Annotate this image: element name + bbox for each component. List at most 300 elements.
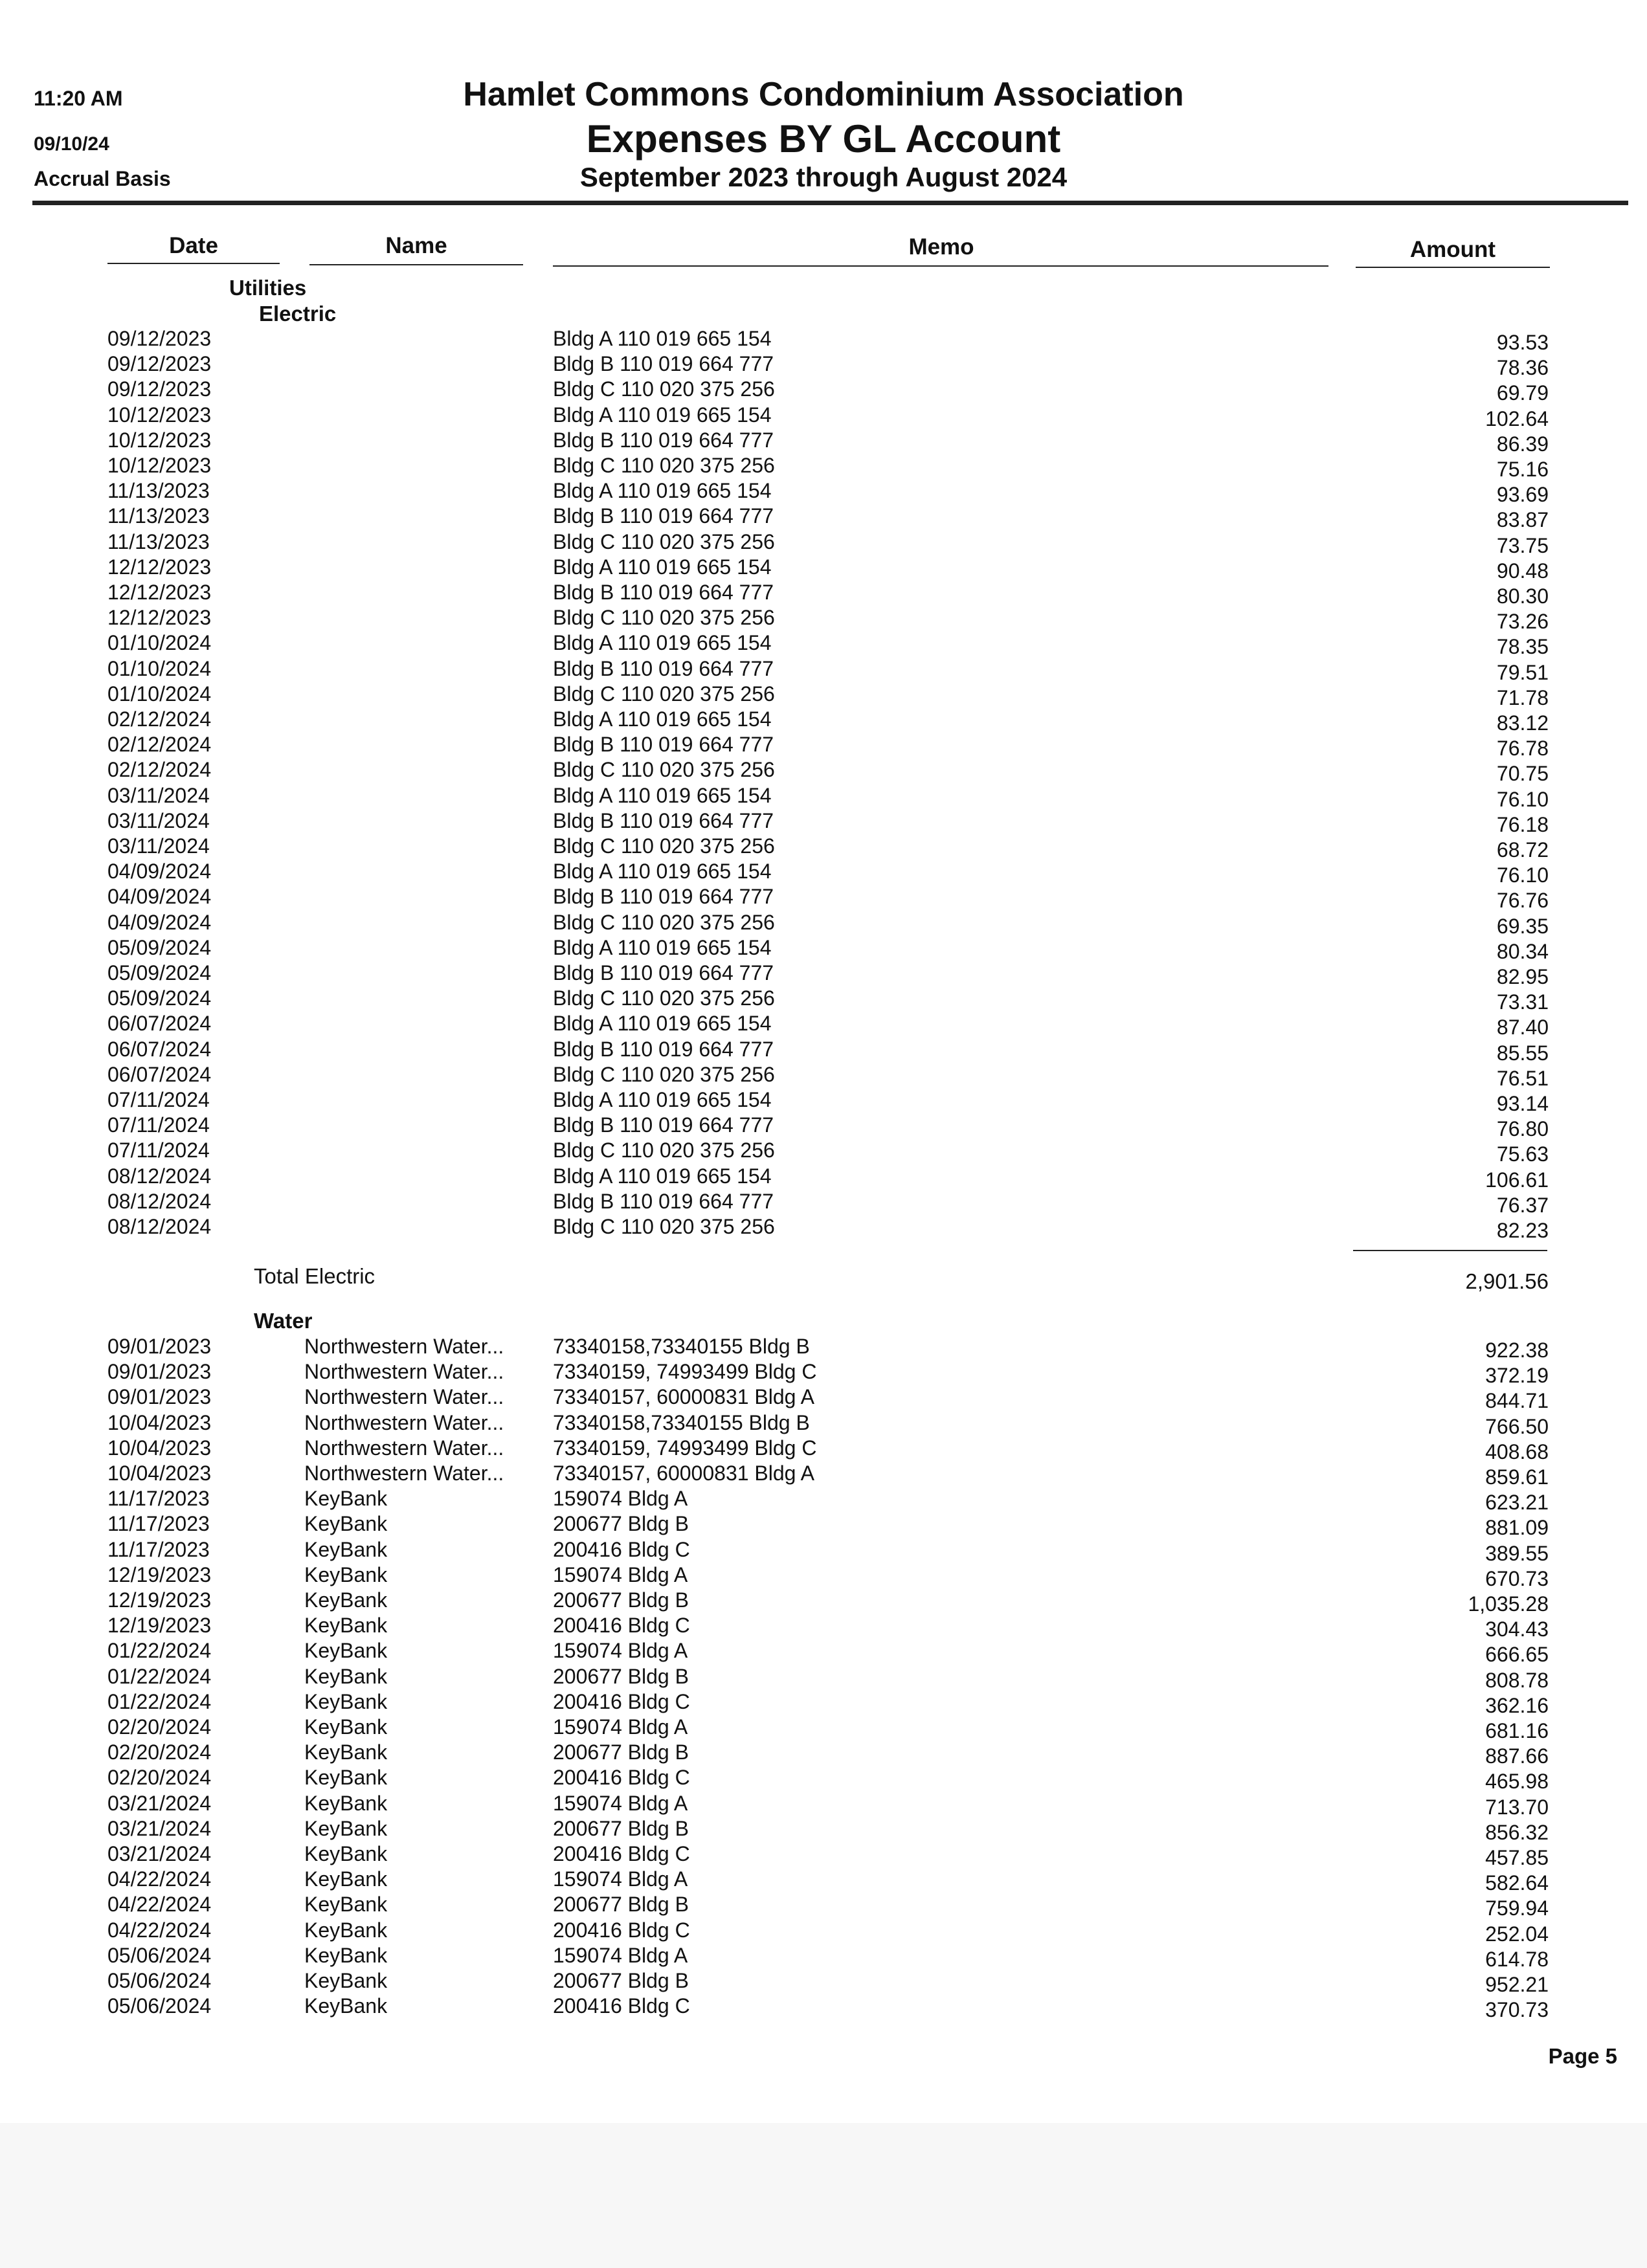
row-name: KeyBank bbox=[304, 1487, 388, 1511]
table-row bbox=[0, 555, 1647, 581]
row-amount: 102.64 bbox=[1485, 406, 1549, 430]
row-amount: 76.10 bbox=[1496, 787, 1549, 811]
table-row bbox=[0, 1665, 1647, 1690]
table-row bbox=[0, 911, 1647, 936]
table-row bbox=[0, 606, 1647, 634]
row-amount: 82.95 bbox=[1496, 965, 1549, 988]
row-name: Northwestern Water... bbox=[304, 1335, 504, 1358]
row-memo: Bldg B 110 019 664 777 bbox=[553, 733, 774, 757]
row-amount: 372.19 bbox=[1485, 1364, 1549, 1388]
row-date: 07/11/2024 bbox=[107, 1113, 210, 1137]
row-name: KeyBank bbox=[304, 1639, 388, 1663]
row-memo: Bldg C 110 020 375 256 bbox=[553, 1062, 775, 1086]
row-date: 11/13/2023 bbox=[107, 504, 210, 528]
row-date: 09/12/2023 bbox=[107, 352, 212, 376]
row-amount: 69.79 bbox=[1496, 381, 1549, 405]
row-amount: 76.80 bbox=[1496, 1117, 1549, 1141]
row-name: Northwestern Water... bbox=[304, 1385, 504, 1409]
row-date: 12/12/2023 bbox=[107, 581, 212, 604]
row-memo: Bldg C 110 020 375 256 bbox=[553, 454, 775, 477]
row-memo: 159074 Bldg A bbox=[553, 1867, 688, 1891]
row-memo: 200416 Bldg C bbox=[553, 1994, 690, 2018]
row-memo: Bldg A 110 019 665 154 bbox=[553, 479, 772, 503]
row-memo: Bldg B 110 019 664 777 bbox=[553, 504, 774, 528]
row-amount: 82.23 bbox=[1496, 1219, 1549, 1242]
row-name: KeyBank bbox=[304, 1588, 388, 1612]
row-memo: 200677 Bldg B bbox=[553, 1588, 689, 1612]
row-date: 09/12/2023 bbox=[107, 377, 212, 401]
col-date-underline bbox=[107, 263, 280, 264]
table-row bbox=[0, 784, 1647, 809]
row-date: 02/20/2024 bbox=[107, 1715, 212, 1739]
row-date: 11/17/2023 bbox=[107, 1487, 210, 1511]
row-amount: 73.31 bbox=[1496, 990, 1549, 1014]
row-name: KeyBank bbox=[304, 1969, 388, 1992]
row-amount: 252.04 bbox=[1485, 1922, 1549, 1946]
report-period: September 2023 through August 2024 bbox=[579, 162, 1068, 192]
row-date: 12/19/2023 bbox=[107, 1614, 212, 1638]
table-row bbox=[0, 961, 1647, 986]
table-row bbox=[0, 1817, 1647, 1842]
row-date: 07/11/2024 bbox=[107, 1088, 210, 1111]
row-amount: 68.72 bbox=[1496, 838, 1549, 862]
row-date: 04/22/2024 bbox=[107, 1893, 212, 1917]
table-row bbox=[0, 1436, 1647, 1462]
row-memo: 159074 Bldg A bbox=[553, 1943, 688, 1967]
row-memo: Bldg B 110 019 664 777 bbox=[553, 808, 774, 832]
row-memo: Bldg C 110 020 375 256 bbox=[553, 682, 775, 706]
col-amount-header: Amount bbox=[1409, 237, 1496, 262]
col-amount-underline bbox=[1356, 267, 1550, 268]
row-amount: 83.12 bbox=[1496, 711, 1549, 735]
row-name: KeyBank bbox=[304, 1562, 388, 1586]
row-memo: 159074 Bldg A bbox=[553, 1562, 688, 1586]
row-memo: Bldg C 110 020 375 256 bbox=[553, 1215, 775, 1238]
row-memo: Bldg B 110 019 664 777 bbox=[553, 1113, 774, 1137]
table-row bbox=[0, 657, 1647, 682]
row-date: 05/09/2024 bbox=[107, 961, 212, 984]
table-row bbox=[0, 860, 1647, 885]
row-date: 09/01/2023 bbox=[107, 1335, 212, 1358]
row-date: 05/06/2024 bbox=[107, 1969, 212, 1992]
row-memo: 73340158,73340155 Bldg B bbox=[553, 1335, 810, 1358]
row-name: KeyBank bbox=[304, 1614, 388, 1638]
row-amount: 78.36 bbox=[1496, 356, 1549, 380]
row-amount: 759.94 bbox=[1485, 1896, 1549, 1920]
table-row bbox=[0, 1614, 1647, 1639]
row-date: 04/09/2024 bbox=[107, 885, 212, 909]
row-memo: Bldg C 110 020 375 256 bbox=[553, 606, 775, 630]
row-memo: 200677 Bldg B bbox=[553, 1816, 689, 1840]
row-amount: 859.61 bbox=[1485, 1465, 1549, 1489]
table-row bbox=[0, 428, 1647, 454]
row-date: 05/09/2024 bbox=[107, 935, 212, 959]
row-date: 10/12/2023 bbox=[107, 454, 212, 477]
row-amount: 80.30 bbox=[1496, 584, 1549, 608]
table-row bbox=[0, 1690, 1647, 1715]
table-row bbox=[0, 758, 1647, 786]
table-row bbox=[0, 1588, 1647, 1614]
table-row bbox=[0, 352, 1647, 380]
table-row bbox=[0, 403, 1647, 428]
row-name: KeyBank bbox=[304, 1918, 388, 1942]
section-electric: Electric bbox=[259, 302, 337, 326]
table-row bbox=[0, 1190, 1647, 1215]
row-name: KeyBank bbox=[304, 1842, 388, 1865]
table-row bbox=[0, 327, 1647, 352]
row-amount: 76.18 bbox=[1496, 812, 1549, 836]
row-amount: 408.68 bbox=[1485, 1440, 1549, 1463]
report-time: 11:20 AM bbox=[34, 87, 123, 110]
table-row bbox=[0, 1944, 1647, 1969]
row-memo: 73340157, 60000831 Bldg A bbox=[553, 1385, 814, 1409]
row-memo: Bldg C 110 020 375 256 bbox=[553, 529, 775, 553]
row-name: Northwestern Water... bbox=[304, 1410, 504, 1434]
row-memo: 200416 Bldg C bbox=[553, 1766, 690, 1790]
row-memo: Bldg B 110 019 664 777 bbox=[553, 581, 774, 604]
row-amount: 465.98 bbox=[1485, 1770, 1549, 1794]
table-row bbox=[0, 707, 1647, 733]
row-date: 03/21/2024 bbox=[107, 1842, 212, 1865]
row-amount: 370.73 bbox=[1485, 1998, 1549, 2022]
row-date: 02/12/2024 bbox=[107, 733, 212, 757]
table-row bbox=[0, 1063, 1647, 1088]
row-amount: 79.51 bbox=[1496, 660, 1549, 684]
table-row bbox=[0, 1867, 1647, 1893]
total-electric-amount: 2,901.56 bbox=[1465, 1269, 1549, 1293]
table-row bbox=[0, 454, 1647, 479]
row-name: Northwestern Water... bbox=[304, 1462, 504, 1485]
row-name: KeyBank bbox=[304, 1791, 388, 1815]
table-row bbox=[0, 733, 1647, 761]
table-row bbox=[0, 504, 1647, 532]
row-memo: Bldg A 110 019 665 154 bbox=[553, 327, 772, 350]
row-memo: 73340158,73340155 Bldg B bbox=[553, 1410, 810, 1434]
table-row bbox=[0, 986, 1647, 1012]
row-date: 03/21/2024 bbox=[107, 1816, 212, 1840]
row-amount: 681.16 bbox=[1485, 1719, 1549, 1742]
row-name: KeyBank bbox=[304, 1689, 388, 1713]
row-memo: Bldg C 110 020 375 256 bbox=[553, 758, 775, 782]
total-electric-label: Total Electric bbox=[254, 1264, 375, 1288]
table-row bbox=[0, 1512, 1647, 1540]
table-row bbox=[0, 1563, 1647, 1588]
row-memo: 73340159, 74993499 Bldg C bbox=[553, 1360, 817, 1384]
row-memo: 200677 Bldg B bbox=[553, 1893, 689, 1917]
row-date: 02/20/2024 bbox=[107, 1740, 212, 1764]
row-date: 04/22/2024 bbox=[107, 1867, 212, 1891]
row-name: KeyBank bbox=[304, 1867, 388, 1891]
row-amount: 69.35 bbox=[1496, 914, 1549, 938]
table-row bbox=[0, 1038, 1647, 1063]
row-memo: Bldg A 110 019 665 154 bbox=[553, 1012, 772, 1036]
header-rule bbox=[32, 201, 1628, 205]
row-amount: 666.65 bbox=[1485, 1643, 1549, 1667]
row-date: 12/19/2023 bbox=[107, 1588, 212, 1612]
report-basis: Accrual Basis bbox=[34, 167, 171, 190]
report-date: 09/10/24 bbox=[34, 133, 109, 155]
row-date: 09/01/2023 bbox=[107, 1360, 212, 1384]
table-row bbox=[0, 1139, 1647, 1164]
row-date: 09/01/2023 bbox=[107, 1385, 212, 1409]
page-bottom-margin bbox=[0, 2123, 1647, 2268]
row-memo: Bldg A 110 019 665 154 bbox=[553, 631, 772, 655]
row-date: 06/07/2024 bbox=[107, 1037, 212, 1061]
row-memo: 200416 Bldg C bbox=[553, 1689, 690, 1713]
row-amount: 90.48 bbox=[1496, 559, 1549, 583]
table-row bbox=[0, 1715, 1647, 1740]
row-name: KeyBank bbox=[304, 1994, 388, 2018]
row-memo: 200416 Bldg C bbox=[553, 1614, 690, 1638]
row-amount: 76.76 bbox=[1496, 889, 1549, 913]
row-amount: 73.26 bbox=[1496, 610, 1549, 634]
row-date: 12/12/2023 bbox=[107, 606, 212, 630]
row-date: 03/11/2024 bbox=[107, 834, 210, 858]
table-row bbox=[0, 1215, 1647, 1240]
row-memo: Bldg B 110 019 664 777 bbox=[553, 885, 774, 909]
row-memo: Bldg B 110 019 664 777 bbox=[553, 352, 774, 376]
row-date: 04/22/2024 bbox=[107, 1918, 212, 1942]
row-date: 10/04/2023 bbox=[107, 1462, 212, 1485]
table-row bbox=[0, 1538, 1647, 1563]
row-amount: 1,035.28 bbox=[1468, 1592, 1549, 1616]
row-memo: 200677 Bldg B bbox=[553, 1969, 689, 1992]
row-amount: 389.55 bbox=[1485, 1541, 1549, 1565]
row-name: KeyBank bbox=[304, 1740, 388, 1764]
row-amount: 86.39 bbox=[1496, 432, 1549, 456]
row-date: 11/17/2023 bbox=[107, 1512, 210, 1536]
row-memo: 200416 Bldg C bbox=[553, 1918, 690, 1942]
org-name: Hamlet Commons Condominium Association bbox=[463, 76, 1184, 113]
row-memo: 200677 Bldg B bbox=[553, 1664, 689, 1688]
row-date: 06/07/2024 bbox=[107, 1012, 212, 1036]
row-date: 08/12/2024 bbox=[107, 1164, 212, 1188]
row-amount: 304.43 bbox=[1485, 1618, 1549, 1641]
row-name: KeyBank bbox=[304, 1766, 388, 1790]
row-memo: Bldg A 110 019 665 154 bbox=[553, 403, 772, 427]
row-amount: 887.66 bbox=[1485, 1744, 1549, 1768]
col-name-header: Name bbox=[385, 233, 447, 258]
table-row bbox=[0, 631, 1647, 659]
table-row bbox=[0, 1766, 1647, 1794]
row-amount: 582.64 bbox=[1485, 1871, 1549, 1895]
row-amount: 713.70 bbox=[1485, 1795, 1549, 1819]
row-memo: 200416 Bldg C bbox=[553, 1537, 690, 1561]
row-memo: 200416 Bldg C bbox=[553, 1842, 690, 1865]
row-amount: 952.21 bbox=[1485, 1973, 1549, 1996]
total-electric-rule bbox=[1353, 1250, 1547, 1251]
row-amount: 78.35 bbox=[1496, 635, 1549, 659]
row-date: 01/22/2024 bbox=[107, 1639, 212, 1663]
table-row bbox=[0, 1893, 1647, 1918]
table-row bbox=[0, 1994, 1647, 2022]
row-date: 10/04/2023 bbox=[107, 1410, 212, 1434]
row-date: 02/12/2024 bbox=[107, 758, 212, 782]
col-memo-header: Memo bbox=[908, 234, 974, 260]
table-row bbox=[0, 1969, 1647, 1994]
table-row bbox=[0, 1639, 1647, 1667]
row-memo: Bldg A 110 019 665 154 bbox=[553, 860, 772, 884]
row-date: 01/22/2024 bbox=[107, 1664, 212, 1688]
row-date: 11/13/2023 bbox=[107, 529, 210, 553]
row-amount: 808.78 bbox=[1485, 1668, 1549, 1692]
row-name: KeyBank bbox=[304, 1664, 388, 1688]
row-memo: 159074 Bldg A bbox=[553, 1791, 688, 1815]
row-memo: 159074 Bldg A bbox=[553, 1639, 688, 1663]
row-date: 01/22/2024 bbox=[107, 1689, 212, 1713]
row-name: KeyBank bbox=[304, 1715, 388, 1739]
row-amount: 844.71 bbox=[1485, 1389, 1549, 1413]
row-memo: Bldg C 110 020 375 256 bbox=[553, 910, 775, 934]
row-date: 03/21/2024 bbox=[107, 1791, 212, 1815]
row-date: 05/09/2024 bbox=[107, 986, 212, 1010]
row-amount: 614.78 bbox=[1485, 1947, 1549, 1971]
row-amount: 93.69 bbox=[1496, 483, 1549, 507]
row-date: 04/09/2024 bbox=[107, 910, 212, 934]
table-row bbox=[0, 936, 1647, 961]
row-amount: 75.16 bbox=[1496, 458, 1549, 481]
row-date: 09/12/2023 bbox=[107, 327, 212, 350]
row-name: Northwestern Water... bbox=[304, 1436, 504, 1460]
row-name: KeyBank bbox=[304, 1537, 388, 1561]
table-row bbox=[0, 1792, 1647, 1817]
row-memo: Bldg B 110 019 664 777 bbox=[553, 1189, 774, 1213]
row-memo: 73340157, 60000831 Bldg A bbox=[553, 1462, 814, 1485]
table-row bbox=[0, 1113, 1647, 1139]
row-amount: 670.73 bbox=[1485, 1566, 1549, 1590]
row-memo: Bldg B 110 019 664 777 bbox=[553, 1037, 774, 1061]
row-date: 08/12/2024 bbox=[107, 1215, 212, 1238]
row-amount: 83.87 bbox=[1496, 508, 1549, 532]
row-date: 05/06/2024 bbox=[107, 1943, 212, 1967]
row-name: KeyBank bbox=[304, 1893, 388, 1917]
table-row bbox=[0, 1335, 1647, 1360]
row-memo: Bldg A 110 019 665 154 bbox=[553, 783, 772, 807]
row-memo: Bldg A 110 019 665 154 bbox=[553, 1088, 772, 1111]
row-memo: 200677 Bldg B bbox=[553, 1512, 689, 1536]
table-row bbox=[0, 1842, 1647, 1867]
row-memo: Bldg A 110 019 665 154 bbox=[553, 555, 772, 579]
row-amount: 457.85 bbox=[1485, 1846, 1549, 1869]
row-amount: 87.40 bbox=[1496, 1016, 1549, 1040]
row-date: 10/12/2023 bbox=[107, 428, 212, 452]
row-date: 02/12/2024 bbox=[107, 707, 212, 731]
table-row bbox=[0, 479, 1647, 507]
row-date: 10/12/2023 bbox=[107, 403, 212, 427]
row-memo: 73340159, 74993499 Bldg C bbox=[553, 1436, 817, 1460]
row-memo: Bldg A 110 019 665 154 bbox=[553, 707, 772, 731]
col-date-header: Date bbox=[169, 233, 218, 258]
row-name: KeyBank bbox=[304, 1816, 388, 1840]
row-amount: 85.55 bbox=[1496, 1041, 1549, 1065]
row-name: KeyBank bbox=[304, 1512, 388, 1536]
table-row bbox=[0, 1740, 1647, 1766]
row-amount: 106.61 bbox=[1485, 1168, 1549, 1192]
row-date: 12/12/2023 bbox=[107, 555, 212, 579]
row-memo: 159074 Bldg A bbox=[553, 1715, 688, 1739]
row-amount: 76.78 bbox=[1496, 737, 1549, 761]
row-name: Northwestern Water... bbox=[304, 1360, 504, 1384]
row-date: 01/10/2024 bbox=[107, 682, 212, 706]
row-memo: 159074 Bldg A bbox=[553, 1487, 688, 1511]
row-amount: 856.32 bbox=[1485, 1820, 1549, 1844]
row-memo: Bldg B 110 019 664 777 bbox=[553, 961, 774, 984]
row-amount: 922.38 bbox=[1485, 1339, 1549, 1362]
row-amount: 766.50 bbox=[1485, 1414, 1549, 1438]
table-row bbox=[0, 1918, 1647, 1944]
row-memo: 200677 Bldg B bbox=[553, 1740, 689, 1764]
row-date: 07/11/2024 bbox=[107, 1139, 210, 1162]
row-memo: Bldg B 110 019 664 777 bbox=[553, 428, 774, 452]
table-row bbox=[0, 530, 1647, 555]
row-amount: 80.34 bbox=[1496, 939, 1549, 963]
row-amount: 76.51 bbox=[1496, 1066, 1549, 1090]
row-date: 01/10/2024 bbox=[107, 631, 212, 655]
row-date: 08/12/2024 bbox=[107, 1189, 212, 1213]
row-memo: Bldg C 110 020 375 256 bbox=[553, 834, 775, 858]
row-amount: 70.75 bbox=[1496, 762, 1549, 786]
row-memo: Bldg A 110 019 665 154 bbox=[553, 1164, 772, 1188]
table-row bbox=[0, 1164, 1647, 1190]
table-row bbox=[0, 377, 1647, 403]
table-row bbox=[0, 1088, 1647, 1113]
row-date: 05/06/2024 bbox=[107, 1994, 212, 2018]
page-number: Page 5 bbox=[1548, 2044, 1617, 2068]
row-amount: 623.21 bbox=[1485, 1491, 1549, 1515]
row-date: 06/07/2024 bbox=[107, 1062, 212, 1086]
row-amount: 93.14 bbox=[1496, 1092, 1549, 1115]
table-row bbox=[0, 682, 1647, 707]
row-date: 02/20/2024 bbox=[107, 1766, 212, 1790]
row-amount: 71.78 bbox=[1496, 685, 1549, 709]
table-row bbox=[0, 1487, 1647, 1515]
table-row bbox=[0, 1385, 1647, 1413]
row-memo: Bldg C 110 020 375 256 bbox=[553, 986, 775, 1010]
col-name-underline bbox=[309, 264, 523, 265]
section-utilities: Utilities bbox=[229, 276, 307, 300]
row-date: 03/11/2024 bbox=[107, 808, 210, 832]
table-row bbox=[0, 885, 1647, 913]
row-date: 04/09/2024 bbox=[107, 860, 212, 884]
table-row bbox=[0, 581, 1647, 606]
row-amount: 73.75 bbox=[1496, 533, 1549, 557]
row-date: 03/11/2024 bbox=[107, 783, 210, 807]
row-memo: Bldg B 110 019 664 777 bbox=[553, 656, 774, 680]
report-title: Expenses BY GL Account bbox=[586, 117, 1061, 161]
col-memo-underline bbox=[553, 265, 1328, 267]
row-date: 11/17/2023 bbox=[107, 1537, 210, 1561]
row-date: 01/10/2024 bbox=[107, 656, 212, 680]
row-memo: Bldg A 110 019 665 154 bbox=[553, 935, 772, 959]
row-amount: 881.09 bbox=[1485, 1516, 1549, 1540]
row-amount: 76.37 bbox=[1496, 1193, 1549, 1217]
section-water: Water bbox=[254, 1309, 313, 1333]
row-amount: 93.53 bbox=[1496, 331, 1549, 354]
row-amount: 76.10 bbox=[1496, 863, 1549, 887]
table-row bbox=[0, 1462, 1647, 1487]
table-row bbox=[0, 1360, 1647, 1388]
table-row bbox=[0, 834, 1647, 860]
row-memo: Bldg C 110 020 375 256 bbox=[553, 377, 775, 401]
row-amount: 75.63 bbox=[1496, 1142, 1549, 1166]
row-name: KeyBank bbox=[304, 1943, 388, 1967]
row-amount: 362.16 bbox=[1485, 1693, 1549, 1717]
row-date: 11/13/2023 bbox=[107, 479, 210, 503]
table-row bbox=[0, 809, 1647, 834]
row-memo: Bldg C 110 020 375 256 bbox=[553, 1139, 775, 1162]
table-row bbox=[0, 1012, 1647, 1040]
row-date: 10/04/2023 bbox=[107, 1436, 212, 1460]
